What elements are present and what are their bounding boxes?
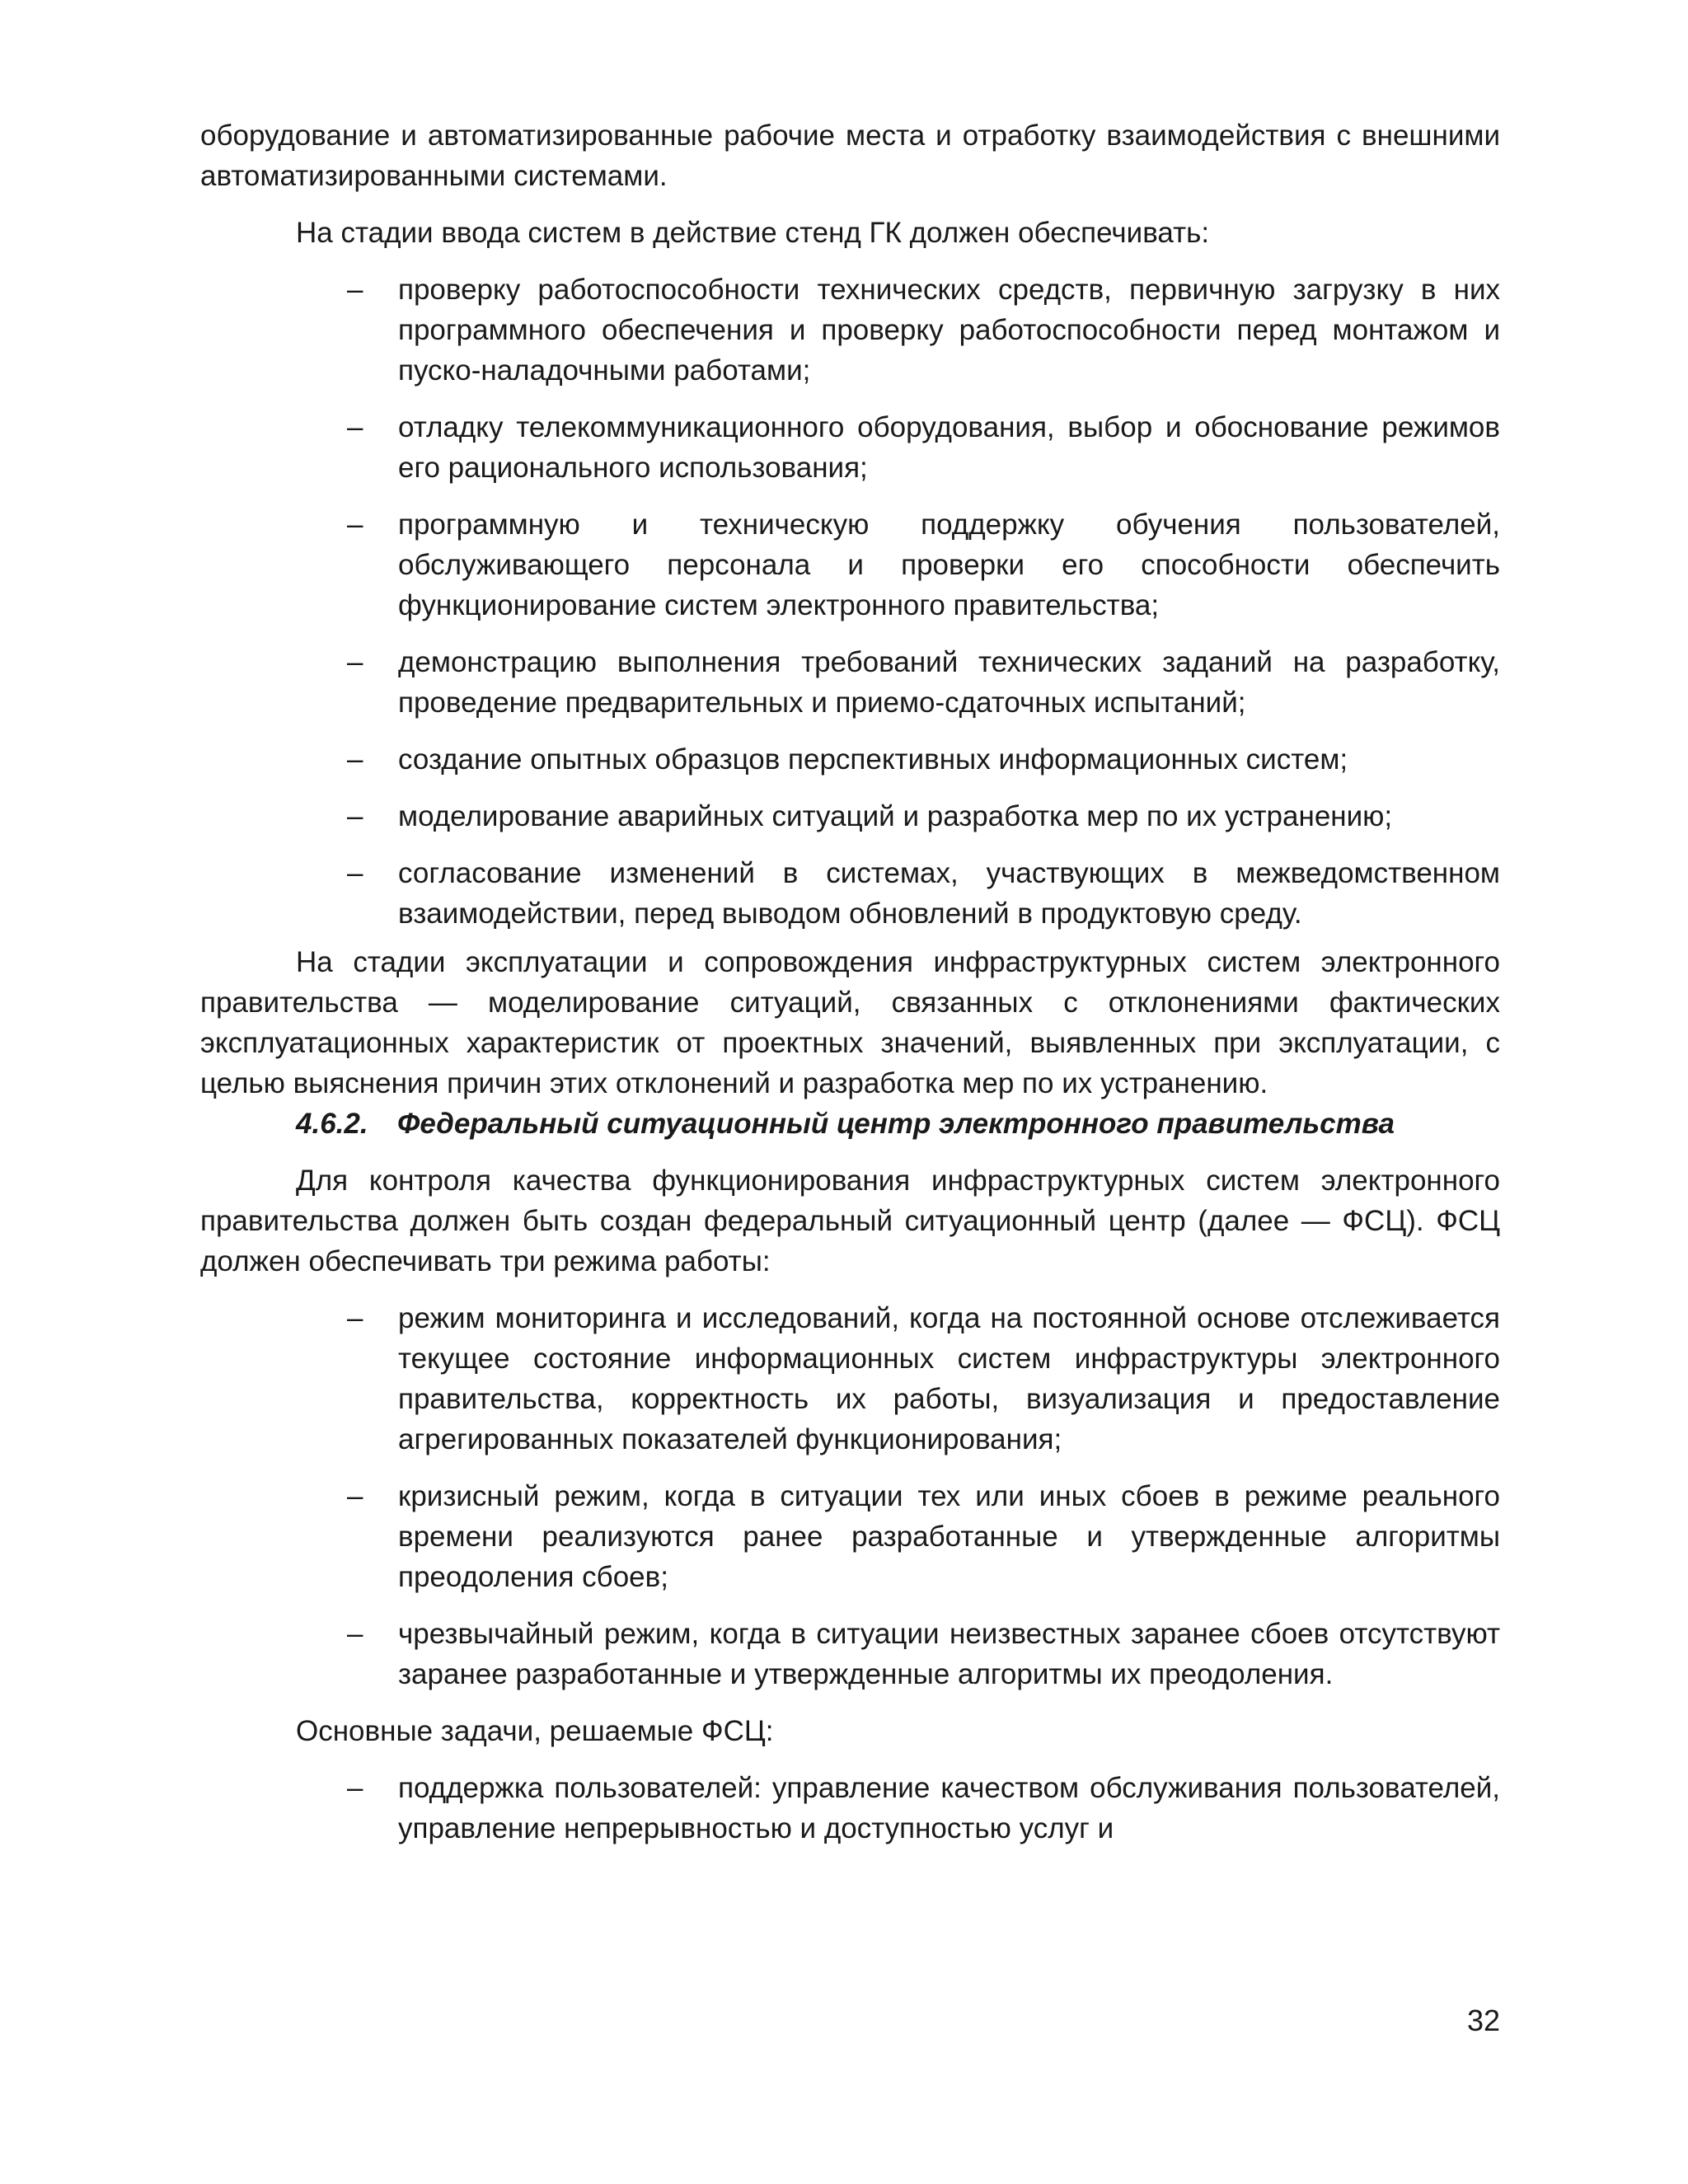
list-item bbox=[200, 853, 1500, 934]
list-item-text: кризисный режим, когда в ситуации тех или иных сбоев в режиме реального времени реализуются ранее разработанные и утвержденные алгоритмы преодоления сбоев; bbox=[398, 1480, 1500, 1593]
list-item-text: отладку телекоммуникационного оборудования, выбор и обоснование режимов его рационального использования; bbox=[398, 411, 1500, 484]
section-heading bbox=[200, 1104, 1500, 1144]
list-item bbox=[200, 642, 1500, 723]
dash-bullet: – bbox=[347, 857, 363, 889]
section-number: 4.6.2. bbox=[296, 1108, 368, 1140]
fsc-tasks-list bbox=[200, 1768, 1500, 1849]
dash-bullet: – bbox=[347, 1302, 363, 1334]
list-item-text: согласование изменений в системах, участвующих в межведомственном взаимодействии, перед выводом обновлений в продуктовую среду. bbox=[398, 857, 1500, 930]
dash-bullet: – bbox=[347, 800, 363, 832]
dash-bullet: – bbox=[347, 509, 363, 541]
paragraph-stage-intro: На стадии ввода систем в действие стенд ГК должен обеспечивать: bbox=[296, 217, 1210, 249]
stage-tasks-list bbox=[200, 269, 1500, 934]
dash-bullet: – bbox=[347, 1772, 363, 1804]
list-item bbox=[200, 407, 1500, 488]
dash-bullet: – bbox=[347, 274, 363, 306]
list-item bbox=[200, 1298, 1500, 1460]
list-item bbox=[200, 1768, 1500, 1849]
page-number: 32 bbox=[1466, 2004, 1500, 2037]
list-item bbox=[200, 269, 1500, 391]
list-item-text: режим мониторинга и исследований, когда на постоянной основе отслеживается текущее состояние информационных систем инфраструктуры электронного правительства, корректность их работы, визуализация и предоставление агрегированных показателей функционирования; bbox=[398, 1302, 1500, 1455]
dash-bullet: – bbox=[347, 1618, 363, 1650]
list-item-text: моделирование аварийных ситуаций и разработка мер по их устранению; bbox=[398, 800, 1393, 832]
list-item bbox=[200, 1614, 1500, 1694]
list-item-text: чрезвычайный режим, когда в ситуации неизвестных заранее сбоев отсутствуют заранее разработанные и утвержденные алгоритмы их преодоления. bbox=[398, 1618, 1500, 1690]
paragraph-fsc-tasks-intro: Основные задачи, решаемые ФСЦ: bbox=[296, 1715, 774, 1747]
list-item-text: поддержка пользователей: управление качеством обслуживания пользователей, управление непрерывностью и доступностью услуг и bbox=[398, 1772, 1500, 1844]
dash-bullet: – bbox=[347, 411, 363, 443]
paragraph-continuation: оборудование и автоматизированные рабочие места и отработку взаимодействия с внешними автоматизированными системами. bbox=[200, 120, 1500, 192]
paragraph-fsc-intro: Для контроля качества функционирования инфраструктурных систем электронного правительства должен быть создан федеральный ситуационный центр (далее — ФСЦ). ФСЦ должен обеспечивать три режима работы: bbox=[200, 1165, 1500, 1277]
list-item bbox=[200, 739, 1500, 780]
section-title: Федеральный ситуационный центр электронного правительства bbox=[397, 1108, 1395, 1140]
list-item-text: демонстрацию выполнения требований технических заданий на разработку, проведение предварительных и приемо-сдаточных испытаний; bbox=[398, 646, 1500, 719]
list-item-text: создание опытных образцов перспективных информационных систем; bbox=[398, 743, 1348, 776]
page-body bbox=[200, 115, 1500, 1849]
list-item bbox=[200, 504, 1500, 626]
list-item bbox=[200, 1476, 1500, 1597]
dash-bullet: – bbox=[347, 1480, 363, 1512]
modes-list bbox=[200, 1298, 1500, 1694]
list-item bbox=[200, 796, 1500, 837]
paragraph-operation-stage: На стадии эксплуатации и сопровождения инфраструктурных систем электронного правительства — моделирование ситуаций, связанных с отклонениями фактических эксплуатационных характеристик от проектных значений, выявленных при эксплуатации, с целью выяснения причин этих отклонений и разработка мер по их устранению. bbox=[200, 946, 1500, 1099]
dash-bullet: – bbox=[347, 646, 363, 678]
dash-bullet: – bbox=[347, 743, 363, 776]
list-item-text: проверку работоспособности технических средств, первичную загрузку в них программного обеспечения и проверку работоспособности перед монтажом и пуско-наладочными работами; bbox=[398, 274, 1500, 387]
list-item-text: программную и техническую поддержку обучения пользователей, обслуживающего персонала и проверки его способности обеспечить функционирование систем электронного правительства; bbox=[398, 509, 1500, 621]
